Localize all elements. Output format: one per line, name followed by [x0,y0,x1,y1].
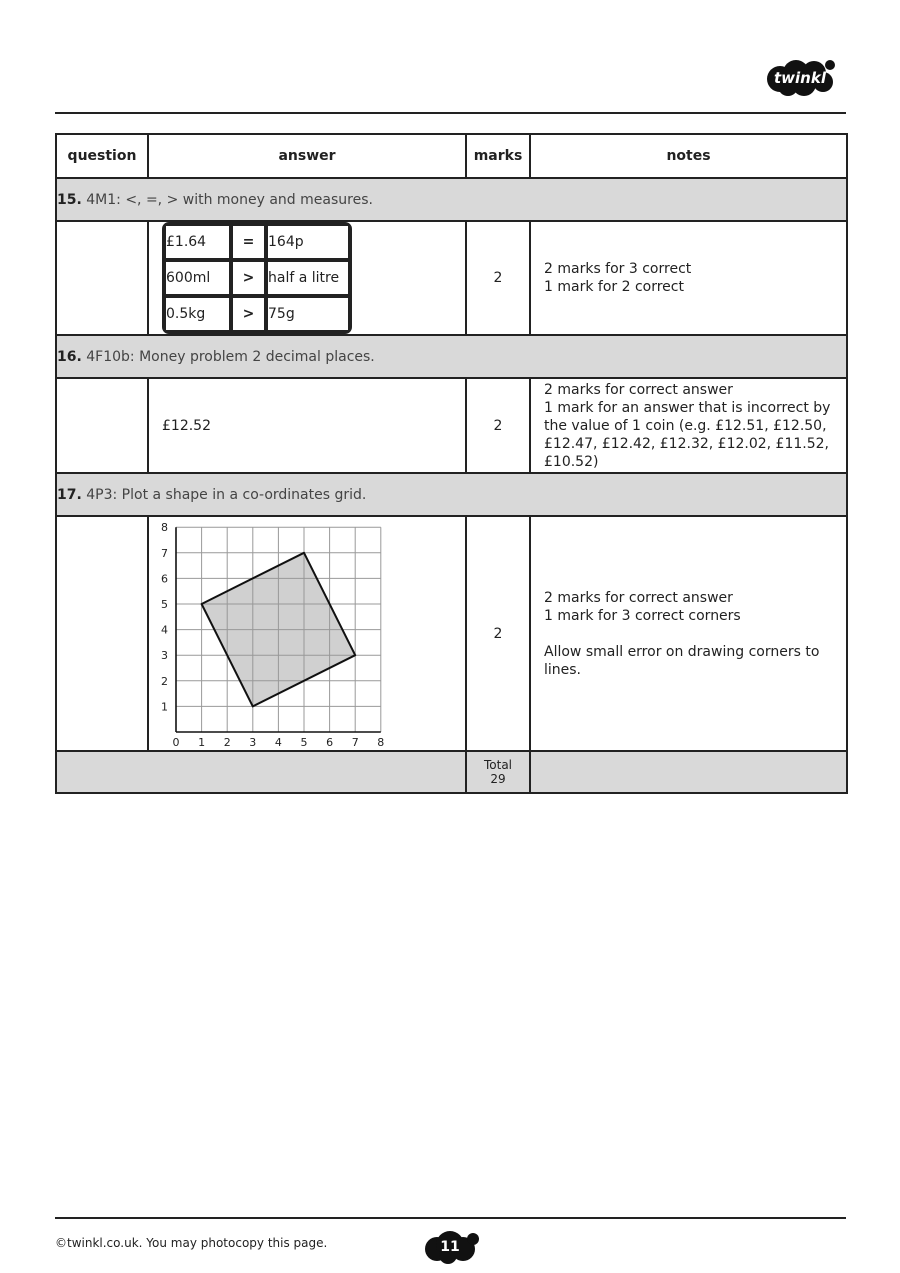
q17-title: 17. 4P3: Plot a shape in a co-ordinates grid. [56,473,847,516]
x-tick-label: 3 [249,735,257,749]
x-tick-label: 1 [198,735,206,749]
x-tick-label: 4 [274,735,282,749]
twinkl-logo [766,57,836,97]
q16-answer-row [56,378,847,473]
x-tick-label: 2 [223,735,231,749]
x-tick-label: 7 [351,735,359,749]
total-row [56,751,847,793]
y-tick-label: 3 [161,648,168,662]
q15-section-row [56,178,847,221]
q16-title: 16. 4F10b: Money problem 2 decimal places. [56,335,847,378]
total-marks: Total 29 [466,751,530,793]
y-tick-label: 7 [161,546,168,560]
comparison-row: 600ml > half a litre [164,260,350,296]
q17-notes: 2 marks for correct answer 1 mark for 3 correct corners Allow small error on drawing corners to lines. [530,516,847,751]
x-tick-label: 5 [300,735,308,749]
header-marks: marks [466,134,530,178]
header-question: question [56,134,148,178]
plotted-shape [202,552,356,706]
comparison-row: 0.5kg > 75g [164,296,350,332]
table-header-row [56,134,847,178]
copyright-notice: ©twinkl.co.uk. You may photocopy this page. [55,1236,328,1250]
comparison-table [162,222,352,334]
coordinate-grid [149,518,465,750]
q16-section-row [56,335,847,378]
q15-marks: 2 [466,221,530,335]
logo-text: twinkl [774,69,826,87]
page-number: 11 [440,1239,460,1255]
header-rule [55,112,846,114]
header-notes: notes [530,134,847,178]
q16-notes: 2 marks for correct answer 1 mark for an answer that is incorrect by the value of 1 coin (e.g. £12.51, £12.50, £12.47, £12.42, £12.32, £12.02, £11.52, £10.52) [530,378,847,473]
y-tick-label: 4 [161,623,168,637]
q15-notes: 2 marks for 3 correct 1 mark for 2 correct [530,221,847,335]
y-tick-label: 8 [161,520,168,534]
mark-scheme-table [55,133,848,794]
x-tick-label: 6 [326,735,334,749]
q15-answer [148,221,466,335]
q15-title: 15. 4M1: <, =, > with money and measures. [56,178,847,221]
header-answer: answer [148,134,466,178]
page-number-badge [423,1229,481,1265]
footer-rule [55,1217,846,1219]
q17-answer-row [56,516,847,751]
y-tick-label: 2 [161,674,168,688]
q15-answer-row [56,221,847,335]
q16-answer: £12.52 [148,378,466,473]
y-tick-label: 5 [161,597,168,611]
comparison-row: £1.64 = 164p [164,224,350,260]
q17-section-row [56,473,847,516]
y-tick-label: 6 [161,571,168,585]
q17-answer [148,516,466,751]
q16-marks: 2 [466,378,530,473]
q17-marks: 2 [466,516,530,751]
y-tick-label: 1 [161,699,168,713]
x-tick-label: 8 [377,735,385,749]
x-tick-label: 0 [172,735,180,749]
